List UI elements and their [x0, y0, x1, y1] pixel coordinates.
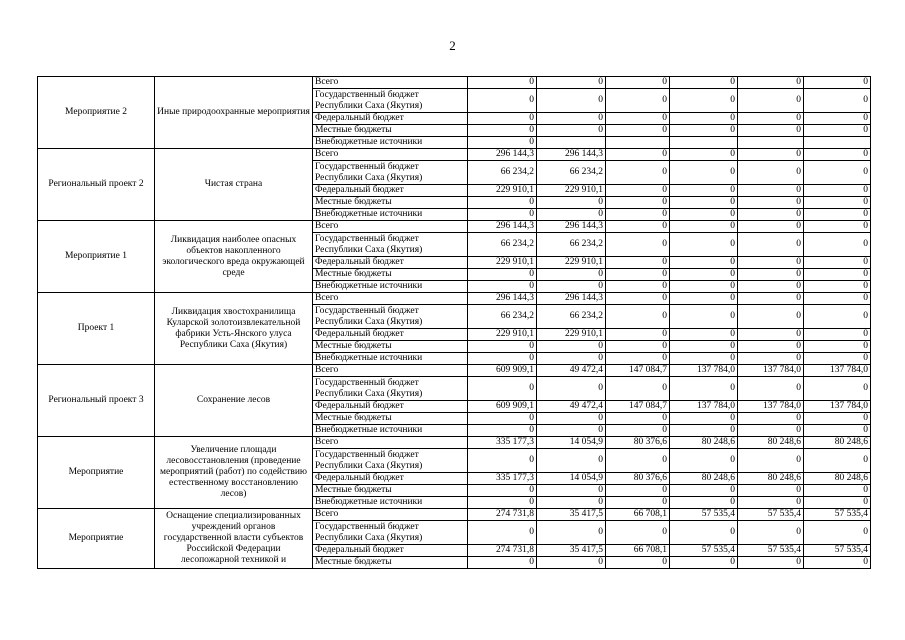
- amount-cell: 57 535,4: [804, 509, 871, 521]
- amount-cell: 0: [606, 257, 670, 269]
- amount-cell: 0: [606, 521, 670, 545]
- amount-cell: 0: [606, 269, 670, 281]
- amount-cell: 66 234,2: [537, 161, 606, 185]
- amount-cell: 0: [468, 209, 537, 221]
- event-label: Региональный проект 2: [38, 149, 155, 221]
- amount-cell: 609 909,1: [468, 401, 537, 413]
- amount-cell: 80 248,6: [670, 473, 738, 485]
- funding-source: Государственный бюджет Республики Саха (Якутия): [313, 233, 468, 257]
- amount-cell: 0: [670, 521, 738, 545]
- funding-source: Местные бюджеты: [313, 485, 468, 497]
- amount-cell: 229 910,1: [537, 185, 606, 197]
- amount-cell: 274 731,8: [468, 509, 537, 521]
- amount-cell: 0: [738, 233, 804, 257]
- funding-source: Всего: [313, 221, 468, 233]
- amount-cell: 0: [468, 425, 537, 437]
- page-number: 2: [449, 38, 456, 53]
- amount-cell: 0: [738, 557, 804, 569]
- amount-cell: 0: [468, 413, 537, 425]
- amount-cell: 0: [537, 209, 606, 221]
- amount-cell: 0: [738, 293, 804, 305]
- amount-cell: 57 535,4: [804, 545, 871, 557]
- amount-cell: 0: [468, 485, 537, 497]
- funding-source: Всего: [313, 437, 468, 449]
- amount-cell: 0: [738, 257, 804, 269]
- amount-cell: 80 248,6: [804, 437, 871, 449]
- amount-cell: 229 910,1: [537, 329, 606, 341]
- amount-cell: 14 054,9: [537, 437, 606, 449]
- amount-cell: 274 731,8: [468, 545, 537, 557]
- amount-cell: 296 144,3: [468, 149, 537, 161]
- amount-cell: 0: [606, 209, 670, 221]
- amount-cell: 0: [606, 281, 670, 293]
- amount-cell: 0: [537, 413, 606, 425]
- amount-cell: 80 248,6: [738, 437, 804, 449]
- amount-cell: 0: [738, 161, 804, 185]
- amount-cell: 0: [606, 341, 670, 353]
- amount-cell: 0: [537, 281, 606, 293]
- amount-cell: 0: [804, 281, 871, 293]
- amount-cell: 0: [738, 149, 804, 161]
- amount-cell: 35 417,5: [537, 509, 606, 521]
- funding-source: Федеральный бюджет: [313, 113, 468, 125]
- amount-cell: 0: [738, 425, 804, 437]
- funding-source: Всего: [313, 149, 468, 161]
- amount-cell: 0: [804, 125, 871, 137]
- funding-source: Всего: [313, 509, 468, 521]
- amount-cell: 0: [537, 269, 606, 281]
- amount-cell: 0: [468, 341, 537, 353]
- amount-cell: 14 054,9: [537, 473, 606, 485]
- amount-cell: 0: [468, 125, 537, 137]
- amount-cell: [804, 137, 871, 149]
- amount-cell: 0: [670, 305, 738, 329]
- amount-cell: 0: [804, 557, 871, 569]
- amount-cell: 0: [804, 89, 871, 113]
- funding-source: Местные бюджеты: [313, 557, 468, 569]
- event-label: Региональный проект 3: [38, 365, 155, 437]
- amount-cell: 0: [670, 497, 738, 509]
- amount-cell: 0: [804, 485, 871, 497]
- funding-source: Внебюджетные источники: [313, 425, 468, 437]
- amount-cell: 0: [537, 377, 606, 401]
- amount-cell: 0: [738, 329, 804, 341]
- funding-source: Всего: [313, 293, 468, 305]
- amount-cell: 0: [670, 557, 738, 569]
- amount-cell: 0: [670, 293, 738, 305]
- amount-cell: 0: [537, 449, 606, 473]
- amount-cell: 296 144,3: [537, 293, 606, 305]
- amount-cell: 0: [468, 269, 537, 281]
- amount-cell: 229 910,1: [468, 329, 537, 341]
- amount-cell: 0: [804, 209, 871, 221]
- amount-cell: 0: [804, 305, 871, 329]
- event-name: Ликвидация хвостохранилища Куларской золотоизвлекательной фабрики Усть-Янского улуса Республики Саха (Якутия): [155, 293, 313, 365]
- funding-source: Государственный бюджет Республики Саха (Якутия): [313, 521, 468, 545]
- funding-source: Внебюджетные источники: [313, 209, 468, 221]
- amount-cell: 0: [738, 377, 804, 401]
- amount-cell: 0: [670, 329, 738, 341]
- amount-cell: [606, 137, 670, 149]
- amount-cell: 49 472,4: [537, 365, 606, 377]
- amount-cell: 0: [738, 497, 804, 509]
- amount-cell: 0: [738, 281, 804, 293]
- funding-source: Федеральный бюджет: [313, 185, 468, 197]
- amount-cell: 0: [804, 197, 871, 209]
- amount-cell: 0: [670, 125, 738, 137]
- table-row: [38, 77, 871, 89]
- funding-source: Федеральный бюджет: [313, 545, 468, 557]
- amount-cell: 0: [738, 341, 804, 353]
- amount-cell: 0: [670, 377, 738, 401]
- amount-cell: 0: [606, 113, 670, 125]
- amount-cell: 35 417,5: [537, 545, 606, 557]
- amount-cell: 49 472,4: [537, 401, 606, 413]
- amount-cell: 0: [537, 197, 606, 209]
- amount-cell: 0: [804, 377, 871, 401]
- amount-cell: 0: [606, 425, 670, 437]
- amount-cell: 137 784,0: [804, 401, 871, 413]
- funding-source: Федеральный бюджет: [313, 401, 468, 413]
- amount-cell: 0: [606, 125, 670, 137]
- funding-source: Федеральный бюджет: [313, 257, 468, 269]
- amount-cell: 0: [606, 329, 670, 341]
- amount-cell: 0: [606, 293, 670, 305]
- amount-cell: 0: [670, 269, 738, 281]
- amount-cell: 0: [468, 197, 537, 209]
- amount-cell: 0: [738, 221, 804, 233]
- amount-cell: 0: [670, 149, 738, 161]
- amount-cell: [670, 137, 738, 149]
- amount-cell: 0: [537, 557, 606, 569]
- amount-cell: 0: [606, 305, 670, 329]
- table-row: [38, 221, 871, 233]
- amount-cell: 0: [738, 185, 804, 197]
- amount-cell: 0: [670, 425, 738, 437]
- amount-cell: 0: [606, 557, 670, 569]
- amount-cell: 0: [670, 257, 738, 269]
- amount-cell: 0: [537, 485, 606, 497]
- funding-source: Внебюджетные источники: [313, 137, 468, 149]
- amount-cell: 0: [468, 497, 537, 509]
- amount-cell: 335 177,3: [468, 437, 537, 449]
- amount-cell: 0: [537, 113, 606, 125]
- amount-cell: 0: [804, 341, 871, 353]
- amount-cell: 296 144,3: [468, 293, 537, 305]
- amount-cell: 0: [738, 269, 804, 281]
- event-label: Мероприятие: [38, 437, 155, 509]
- amount-cell: 0: [670, 485, 738, 497]
- amount-cell: 0: [606, 353, 670, 365]
- amount-cell: 0: [670, 77, 738, 89]
- table-row: [38, 149, 871, 161]
- amount-cell: 0: [537, 425, 606, 437]
- amount-cell: 66 234,2: [537, 233, 606, 257]
- amount-cell: 0: [468, 377, 537, 401]
- amount-cell: 0: [606, 89, 670, 113]
- amount-cell: 80 248,6: [670, 437, 738, 449]
- amount-cell: 296 144,3: [537, 221, 606, 233]
- event-name: Оснащение специализированных учреждений органов государственной власти субъектов Российской Федерации лесопожарной техникой и: [155, 509, 313, 569]
- funding-source: Местные бюджеты: [313, 413, 468, 425]
- event-name: Чистая страна: [155, 149, 313, 221]
- amount-cell: 137 784,0: [670, 365, 738, 377]
- amount-cell: 0: [606, 233, 670, 257]
- amount-cell: 0: [670, 341, 738, 353]
- amount-cell: 0: [738, 305, 804, 329]
- amount-cell: 137 784,0: [738, 365, 804, 377]
- amount-cell: 80 376,6: [606, 437, 670, 449]
- amount-cell: 0: [606, 413, 670, 425]
- amount-cell: 0: [670, 281, 738, 293]
- amount-cell: [738, 137, 804, 149]
- amount-cell: 0: [804, 293, 871, 305]
- amount-cell: 0: [468, 281, 537, 293]
- amount-cell: 0: [606, 197, 670, 209]
- funding-source: Внебюджетные источники: [313, 497, 468, 509]
- funding-source: Внебюджетные источники: [313, 353, 468, 365]
- amount-cell: 229 910,1: [468, 257, 537, 269]
- amount-cell: 0: [670, 233, 738, 257]
- amount-cell: 0: [606, 485, 670, 497]
- amount-cell: 0: [670, 353, 738, 365]
- amount-cell: 0: [670, 449, 738, 473]
- amount-cell: 147 084,7: [606, 401, 670, 413]
- amount-cell: 0: [537, 89, 606, 113]
- amount-cell: 0: [804, 329, 871, 341]
- amount-cell: 0: [738, 197, 804, 209]
- amount-cell: 0: [804, 233, 871, 257]
- amount-cell: 0: [670, 413, 738, 425]
- funding-source: Местные бюджеты: [313, 341, 468, 353]
- amount-cell: 0: [606, 221, 670, 233]
- event-label: Мероприятие: [38, 509, 155, 569]
- event-name: Ликвидация наиболее опасных объектов накопленного экологического вреда окружающей среде: [155, 221, 313, 293]
- amount-cell: 147 084,7: [606, 365, 670, 377]
- amount-cell: 0: [537, 497, 606, 509]
- amount-cell: 0: [468, 77, 537, 89]
- amount-cell: 0: [804, 521, 871, 545]
- amount-cell: 0: [804, 353, 871, 365]
- amount-cell: 0: [738, 209, 804, 221]
- amount-cell: 66 708,1: [606, 545, 670, 557]
- event-label: Проект 1: [38, 293, 155, 365]
- amount-cell: 137 784,0: [804, 365, 871, 377]
- amount-cell: 229 910,1: [537, 257, 606, 269]
- table-row: [38, 437, 871, 449]
- amount-cell: 0: [738, 353, 804, 365]
- table-row: [38, 365, 871, 377]
- amount-cell: 0: [804, 77, 871, 89]
- funding-source: Государственный бюджет Республики Саха (Якутия): [313, 377, 468, 401]
- funding-source: Государственный бюджет Республики Саха (Якутия): [313, 305, 468, 329]
- amount-cell: 0: [738, 521, 804, 545]
- amount-cell: 0: [804, 149, 871, 161]
- amount-cell: 0: [804, 221, 871, 233]
- amount-cell: 57 535,4: [738, 545, 804, 557]
- amount-cell: 0: [606, 149, 670, 161]
- amount-cell: 0: [738, 89, 804, 113]
- amount-cell: 0: [537, 341, 606, 353]
- amount-cell: 0: [738, 125, 804, 137]
- amount-cell: 0: [738, 413, 804, 425]
- amount-cell: 0: [738, 77, 804, 89]
- amount-cell: 0: [468, 521, 537, 545]
- funding-source: Внебюджетные источники: [313, 281, 468, 293]
- amount-cell: 229 910,1: [468, 185, 537, 197]
- amount-cell: 66 234,2: [468, 233, 537, 257]
- amount-cell: 66 234,2: [468, 305, 537, 329]
- amount-cell: [537, 137, 606, 149]
- amount-cell: 0: [468, 89, 537, 113]
- amount-cell: 0: [804, 413, 871, 425]
- amount-cell: 57 535,4: [670, 509, 738, 521]
- amount-cell: 0: [670, 197, 738, 209]
- amount-cell: 0: [606, 77, 670, 89]
- amount-cell: 0: [606, 497, 670, 509]
- amount-cell: 0: [670, 113, 738, 125]
- amount-cell: 0: [804, 425, 871, 437]
- amount-cell: 57 535,4: [670, 545, 738, 557]
- amount-cell: 0: [606, 161, 670, 185]
- budget-table: [37, 76, 871, 569]
- amount-cell: 296 144,3: [537, 149, 606, 161]
- amount-cell: 66 708,1: [606, 509, 670, 521]
- amount-cell: 0: [804, 449, 871, 473]
- event-name: Сохранение лесов: [155, 365, 313, 437]
- amount-cell: 0: [606, 185, 670, 197]
- event-label: Мероприятие 1: [38, 221, 155, 293]
- funding-source: Федеральный бюджет: [313, 473, 468, 485]
- amount-cell: 137 784,0: [738, 401, 804, 413]
- funding-source: Местные бюджеты: [313, 269, 468, 281]
- amount-cell: 0: [537, 353, 606, 365]
- amount-cell: 296 144,3: [468, 221, 537, 233]
- amount-cell: 0: [804, 257, 871, 269]
- table-row: [38, 509, 871, 521]
- amount-cell: 0: [804, 185, 871, 197]
- amount-cell: 0: [804, 497, 871, 509]
- event-name: Иные природоохранные мероприятия: [155, 77, 313, 149]
- funding-source: Государственный бюджет Республики Саха (Якутия): [313, 161, 468, 185]
- funding-source: Всего: [313, 77, 468, 89]
- amount-cell: 0: [606, 449, 670, 473]
- amount-cell: 0: [468, 557, 537, 569]
- funding-source: Федеральный бюджет: [313, 329, 468, 341]
- amount-cell: 0: [468, 137, 537, 149]
- amount-cell: 0: [738, 113, 804, 125]
- amount-cell: 0: [670, 221, 738, 233]
- amount-cell: 0: [468, 353, 537, 365]
- funding-source: Всего: [313, 365, 468, 377]
- amount-cell: 80 248,6: [804, 473, 871, 485]
- amount-cell: 66 234,2: [468, 161, 537, 185]
- amount-cell: 0: [670, 89, 738, 113]
- amount-cell: 57 535,4: [738, 509, 804, 521]
- amount-cell: 0: [537, 125, 606, 137]
- amount-cell: 0: [804, 113, 871, 125]
- amount-cell: 335 177,3: [468, 473, 537, 485]
- amount-cell: 80 376,6: [606, 473, 670, 485]
- amount-cell: 609 909,1: [468, 365, 537, 377]
- amount-cell: 0: [606, 377, 670, 401]
- amount-cell: 0: [738, 449, 804, 473]
- amount-cell: 0: [537, 521, 606, 545]
- amount-cell: 137 784,0: [670, 401, 738, 413]
- amount-cell: 0: [670, 209, 738, 221]
- funding-source: Государственный бюджет Республики Саха (Якутия): [313, 89, 468, 113]
- amount-cell: 0: [804, 161, 871, 185]
- amount-cell: 66 234,2: [537, 305, 606, 329]
- amount-cell: 80 248,6: [738, 473, 804, 485]
- table-row: [38, 293, 871, 305]
- amount-cell: 0: [468, 113, 537, 125]
- funding-source: Местные бюджеты: [313, 125, 468, 137]
- amount-cell: 0: [468, 449, 537, 473]
- event-name: Увеличение площади лесовосстановления (проведение мероприятий (работ) по содействию естественному восстановлению лесов): [155, 437, 313, 509]
- amount-cell: 0: [537, 77, 606, 89]
- amount-cell: 0: [804, 269, 871, 281]
- amount-cell: 0: [670, 185, 738, 197]
- funding-source: Местные бюджеты: [313, 197, 468, 209]
- funding-source: Государственный бюджет Республики Саха (Якутия): [313, 449, 468, 473]
- event-label: Мероприятие 2: [38, 77, 155, 149]
- amount-cell: 0: [670, 161, 738, 185]
- amount-cell: 0: [738, 485, 804, 497]
